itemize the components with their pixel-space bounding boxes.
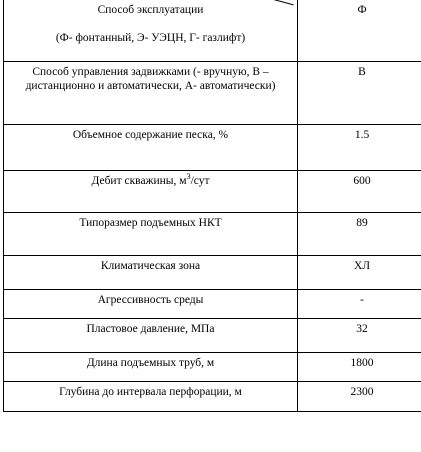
param-value: В <box>358 66 366 78</box>
param-label: Типоразмер подъемных НКТ <box>79 217 222 229</box>
param-label-note: (Ф- фонтанный, Э- УЭЦН, Г- газлифт) <box>55 32 246 44</box>
param-label: Длина подъемных труб, м <box>86 357 215 369</box>
param-label-cell <box>4 382 298 412</box>
param-value-cell <box>298 125 421 171</box>
param-label-cell <box>4 353 298 382</box>
table-row <box>4 382 421 412</box>
param-label: Климатическая зона <box>100 260 201 272</box>
table-row <box>4 125 421 171</box>
param-value-cell <box>298 319 421 353</box>
param-label-cell <box>4 319 298 353</box>
param-value-cell <box>298 0 421 62</box>
param-value-cell <box>298 171 421 213</box>
param-value: 1800 <box>350 357 374 369</box>
table-row <box>4 353 421 382</box>
param-label-cell <box>4 125 298 171</box>
table-row <box>4 171 421 213</box>
param-label-cell <box>4 213 298 256</box>
param-value: 600 <box>353 175 371 187</box>
param-label: Объемное содержание песка, % <box>72 129 229 141</box>
param-label <box>8 171 293 188</box>
param-label-text: Дебит скважины, м <box>91 175 187 187</box>
param-label-superscript: 3 <box>186 172 191 182</box>
param-label: Глубина до интервала перфорации, м <box>59 386 242 398</box>
param-value: 2300 <box>350 386 374 398</box>
param-label-cell <box>4 0 298 62</box>
param-label: Агрессивность среды <box>97 294 204 306</box>
table-row <box>4 0 421 62</box>
table-row <box>4 256 421 290</box>
param-label: Способ управления задвижками (- вручную, В – дистанционно и автоматически, А- автоматически) <box>25 66 276 92</box>
param-value: Ф <box>357 4 367 16</box>
param-value-cell <box>298 213 421 256</box>
param-value-cell <box>298 256 421 290</box>
param-value-cell <box>298 353 421 382</box>
param-label-cell <box>4 290 298 319</box>
param-value: 89 <box>356 217 368 229</box>
param-value: 1.5 <box>354 129 370 141</box>
param-value-cell <box>298 62 421 125</box>
table-row <box>4 62 421 125</box>
param-label-unit: /сут <box>190 175 210 187</box>
param-label: Способ эксплуатации <box>97 4 204 16</box>
table-row <box>4 319 421 353</box>
param-value: 32 <box>356 323 368 335</box>
param-value-cell <box>298 290 421 319</box>
param-value: - <box>360 294 364 306</box>
table-row <box>4 213 421 256</box>
table-row <box>4 290 421 319</box>
param-label-cell <box>4 171 298 213</box>
param-label-cell <box>4 62 298 125</box>
param-value: ХЛ <box>353 260 371 272</box>
well-parameters-table <box>3 0 421 412</box>
param-value-cell <box>298 382 421 412</box>
param-label: Пластовое давление, МПа <box>86 323 215 335</box>
param-label-cell <box>4 256 298 290</box>
